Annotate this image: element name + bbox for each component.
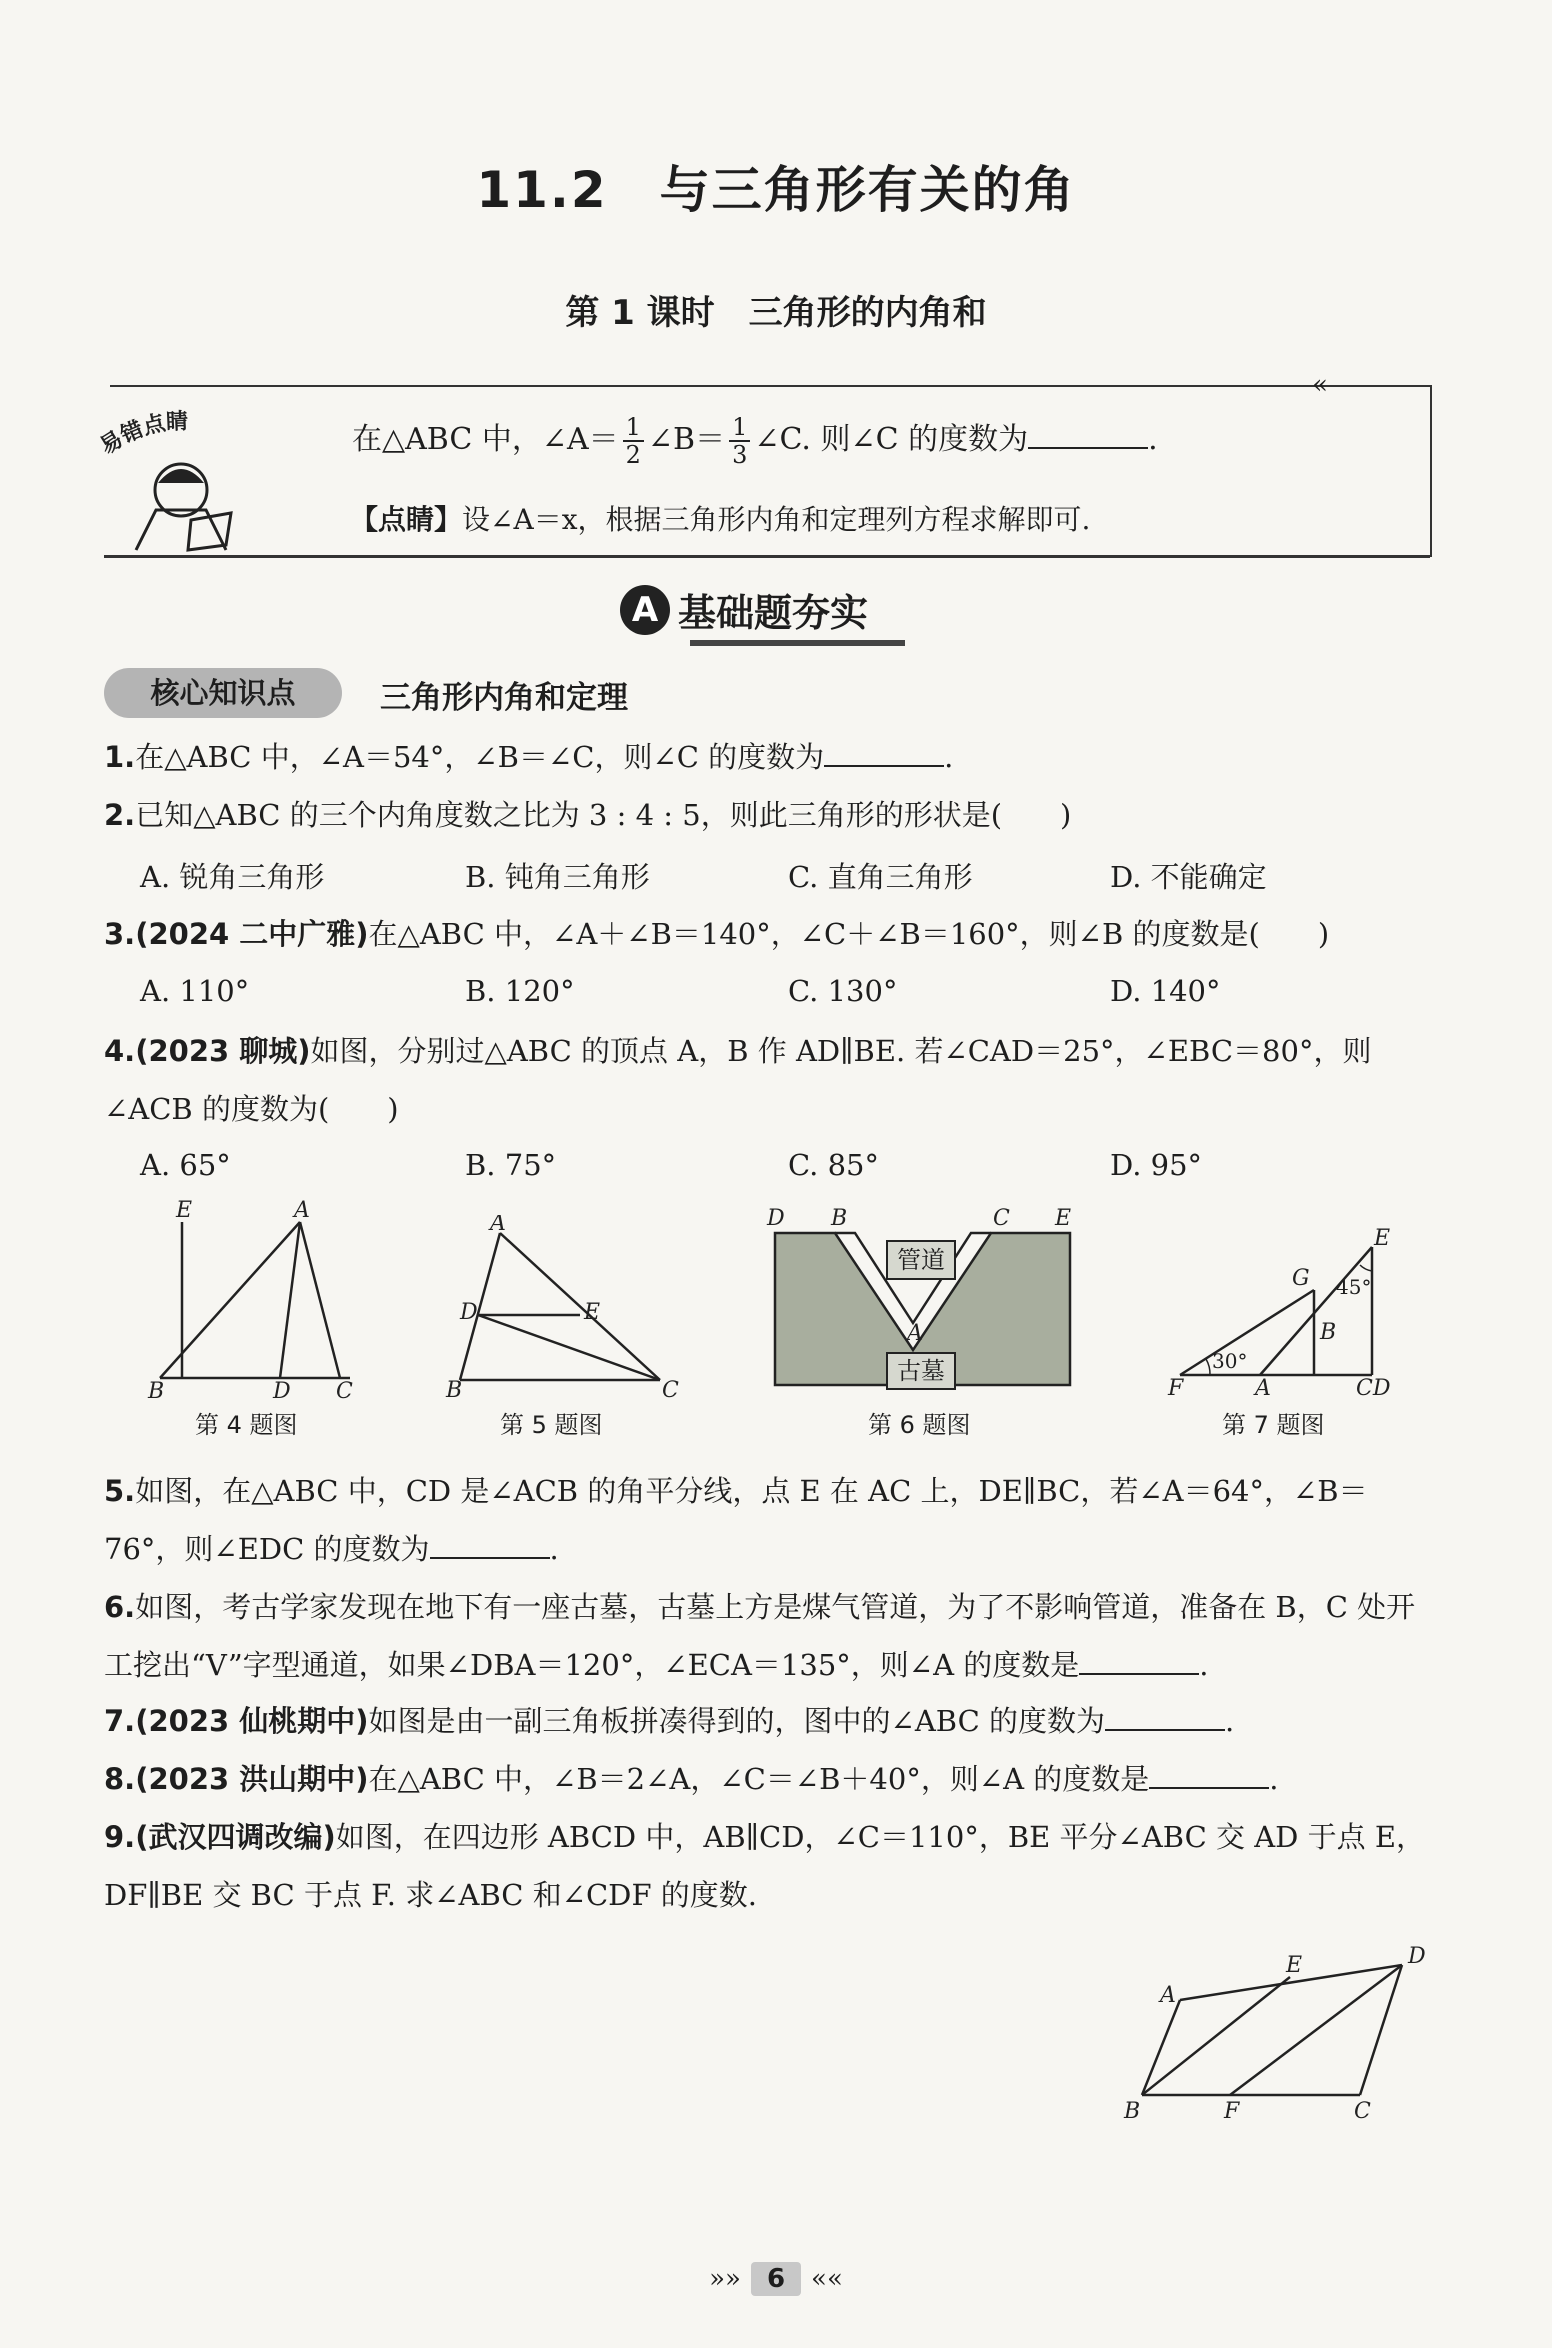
option-a: A. 110° [140,974,250,1008]
question-7: 7.(2023 仙桃期中)如图是由一副三角板拼凑得到的，图中的∠ABC 的度数为 . [104,1704,1235,1738]
question-4: 4.(2023 聊城)如图，分别过△ABC 的顶点 A，B 作 AD∥BE. 若∠CAD＝25°，∠EBC＝80°，则∠ACB 的度数为( ) [104,1034,1372,1126]
svg-text:易错点睛 [96,408,189,459]
answer-blank [1149,1761,1269,1789]
option-c: C. 85° [788,1148,879,1182]
svg-text:G: G [1292,1266,1310,1291]
option-d: D. 不能确定 [1110,860,1267,894]
error-tip-rule [104,555,1430,558]
svg-text:C: C [1354,2099,1371,2124]
section-letter: A [620,585,670,635]
figure-6-caption: 第 6 题图 [868,1411,971,1439]
question-3: 3.(2024 二中广雅)在△ABC 中，∠A＋∠B＝140°，∠C＋∠B＝160°，则∠B 的度数是( ) [104,917,1330,951]
section-header [620,582,868,644]
svg-text:E: E [1374,1226,1391,1251]
svg-text:D: D [1408,1944,1426,1969]
option-c: C. 130° [788,974,898,1008]
svg-text:F: F [1168,1376,1184,1401]
svg-text:C: C [336,1379,353,1400]
svg-text:A: A [1160,1983,1176,2008]
svg-text:B: B [1320,1320,1337,1345]
page-left-deco: »» [709,2264,741,2294]
option-a: A. 锐角三角形 [140,860,325,894]
option-d: D. 95° [1110,1148,1203,1182]
svg-text:D: D [460,1300,478,1325]
answer-blank [1079,1647,1199,1675]
figure-4 [140,1200,370,1400]
svg-text:E: E [584,1300,601,1325]
question-2: 2.已知△ABC 的三个内角度数之比为 3 : 4 : 5，则此三角形的形状是( ) [104,798,1072,832]
tomb-label: 古墓 [886,1352,956,1390]
question-1: 1.在△ABC 中，∠A＝54°，∠B＝∠C，则∠C 的度数为 . [104,740,954,774]
double-arrow-icon: « [1312,370,1328,400]
reading-student-icon [96,395,266,555]
figure-5 [440,1215,680,1405]
option-a: A. 65° [140,1148,231,1182]
svg-text:CD: CD [1356,1376,1391,1401]
question-6: 6.如图，考古学家发现在地下有一座古墓，古墓上方是煤气管道，为了不影响管道，准备在 B，C 处开工挖出“V”字型通道，如果∠DBA＝120°，∠ECA＝135°，则∠A 的度数是 . [104,1590,1416,1682]
question-8: 8.(2023 洪山期中)在△ABC 中，∠B＝2∠A，∠C＝∠B＋40°，则∠A 的度数是 . [104,1762,1279,1796]
page-footer [0,2262,1552,2296]
svg-text:F: F [1224,2099,1240,2124]
answer-blank [824,739,944,767]
svg-text:D: D [273,1379,291,1400]
angle-45-label: 45° [1336,1275,1372,1299]
page-right-deco: «« [811,2264,843,2294]
error-tip-hint: 【点睛】设∠A＝x，根据三角形内角和定理列方程求解即可. [350,503,1091,536]
figure-7 [1160,1225,1400,1405]
svg-text:D: D [767,1206,785,1231]
figure-9 [1110,1930,1440,2130]
question-5: 5.如图，在△ABC 中，CD 是∠ACB 的角平分线，点 E 在 AC 上，DE∥BC，若∠A＝64°，∠B＝76°，则∠EDC 的度数为 . [104,1474,1368,1566]
option-b: B. 75° [465,1148,557,1182]
pipe-label: 管道 [886,1240,956,1280]
lesson-subtitle: 第 1 课时 三角形的内角和 [565,293,987,333]
svg-text:B: B [446,1378,463,1403]
page-number: 6 [751,2262,801,2296]
svg-text:E: E [1286,1953,1303,1978]
svg-text:B: B [1124,2099,1141,2124]
figure-4-caption: 第 4 题图 [195,1411,298,1439]
option-b: B. 120° [465,974,575,1008]
section-underline [690,640,905,646]
question-9: 9.(武汉四调改编)如图，在四边形 ABCD 中，AB∥CD，∠C＝110°，BE 平分∠ABC 交 AD 于点 E，DF∥BE 交 BC 于点 F. 求∠ABC 和∠CDF 的度数. [104,1820,1426,1912]
answer-blank [1105,1703,1225,1731]
svg-text:A: A [1255,1376,1271,1401]
error-tip-question: 在△ABC 中，∠A＝ $\frac{1}{2}$ ∠B＝ $\frac{1}{3}$ ∠C. 则∠C 的度数为 . [352,413,1158,469]
option-c: C. 直角三角形 [788,860,973,894]
angle-30-label: 30° [1212,1349,1248,1373]
svg-text:C: C [662,1378,679,1403]
error-tip-badge-text: 易错点睛 [96,409,189,460]
answer-blank [430,1531,550,1559]
option-b: B. 钝角三角形 [465,860,650,894]
figure-7-caption: 第 7 题图 [1222,1411,1325,1439]
svg-text:A: A [294,1200,310,1223]
svg-text:B: B [831,1206,848,1231]
svg-text:E: E [176,1200,193,1223]
page-title: 11.2 与三角形有关的角 [476,161,1076,219]
knowledge-point-badge: 核心知识点 [104,668,342,718]
svg-text:A: A [907,1321,923,1346]
option-d: D. 140° [1110,974,1221,1008]
section-title: 基础题夯实 [678,591,869,635]
answer-blank [1028,421,1148,449]
svg-text:C: C [993,1206,1010,1231]
knowledge-point-title: 三角形内角和定理 [380,680,628,716]
svg-text:E: E [1055,1206,1072,1231]
figure-5-caption: 第 5 题图 [500,1411,603,1439]
svg-text:A: A [490,1215,506,1236]
svg-text:B: B [148,1379,165,1400]
